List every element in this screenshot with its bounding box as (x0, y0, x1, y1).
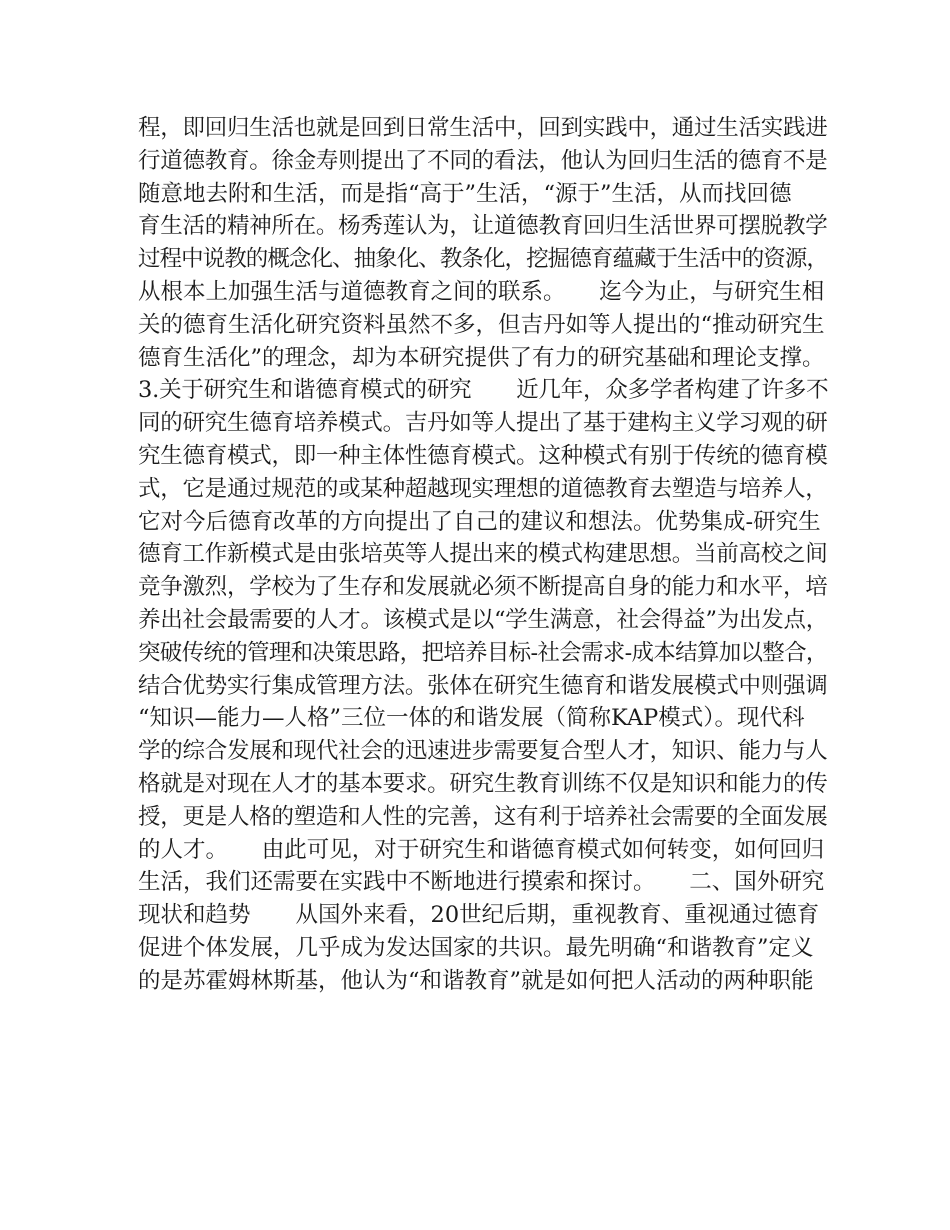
text-line: 生活，我们还需要在实践中不断地进行摸索和探讨。 二、国外研究 (138, 869, 825, 896)
text-line: 随意地去附和生活，而是指“高于”生活，“源于”生活，从而找回德 (138, 180, 792, 207)
text-line: 竞争激烈，学校为了生存和发展就必须不断提高自身的能力和水平，培 (138, 574, 828, 601)
text-line: 式，它是通过规范的或某种超越现实理想的道德教育去塑造与培养人， (138, 475, 828, 502)
text-line: 它对今后德育改革的方向提出了自己的建议和想法。优势集成-研究生 (138, 508, 821, 535)
text-line: 养出社会最需要的人才。该模式是以“学生满意，社会得益”为出发点， (138, 606, 829, 633)
text-line: 同的研究生德育培养模式。吉丹如等人提出了基于建构主义学习观的研 (138, 410, 828, 437)
text-line: 德育工作新模式是由张培英等人提出来的模式构建思想。当前高校之间 (138, 541, 828, 568)
text-line: 现状和趋势 从国外来看，20世纪后期，重视教育、重视通过德育 (138, 902, 820, 929)
text-line: 格就是对现在人才的基本要求。研究生教育训练不仅是知识和能力的传 (138, 770, 828, 797)
text-line: 关的德育生活化研究资料虽然不多，但吉丹如等人提出的“推动研究生 (138, 311, 825, 338)
text-line: 行道德教育。徐金寿则提出了不同的看法，他认为回归生活的德育不是 (138, 147, 828, 174)
text-line: 结合优势实行集成管理方法。张体在研究生德育和谐发展模式中则强调 (138, 672, 828, 699)
text-line: 程，即回归生活也就是回到日常生活中，回到实践中，通过生活实践进 (138, 115, 828, 141)
text-line: 促进个体发展，几乎成为发达国家的共识。最先明确“和谐教育”定义 (138, 934, 814, 961)
text-line: 究生德育模式，即一种主体性德育模式。这种模式有别于传统的德育模 (138, 442, 828, 469)
body-text (138, 112, 828, 998)
text-line: 3.关于研究生和谐德育模式的研究 近几年，众多学者构建了许多不 (138, 377, 829, 404)
text-line: 育生活的精神所在。杨秀莲认为，让道德教育回归生活世界可摆脱教学 (138, 213, 828, 240)
text-line: 德育生活化”的理念，却为本研究提供了有力的研究基础和理论支撑。 (138, 344, 825, 371)
text-line: 授，更是人格的塑造和人性的完善，这有利于培养社会需要的全面发展 (138, 803, 828, 830)
text-line: 过程中说教的概念化、抽象化、教条化，挖掘德育蕴藏于生活中的资源， (138, 246, 828, 273)
text-line: 突破传统的管理和决策思路，把培养目标-社会需求-成本结算加以整合， (138, 639, 828, 666)
text-line: 学的综合发展和现代社会的迅速进步需要复合型人才，知识、能力与人 (138, 738, 828, 765)
text-line: “知识—能力—人格”三位一体的和谐发展（简称KAP模式）。现代科 (138, 705, 805, 732)
text-line: 的人才。 由此可见，对于研究生和谐德育模式如何转变，如何回归 (138, 836, 825, 863)
text-line: 的是苏霍姆林斯基，他认为“和谐教育”就是如何把人活动的两种职能 (138, 967, 814, 994)
text-line: 从根本上加强生活与道德教育之间的联系。 迄今为止，与研究生相 (138, 278, 825, 305)
